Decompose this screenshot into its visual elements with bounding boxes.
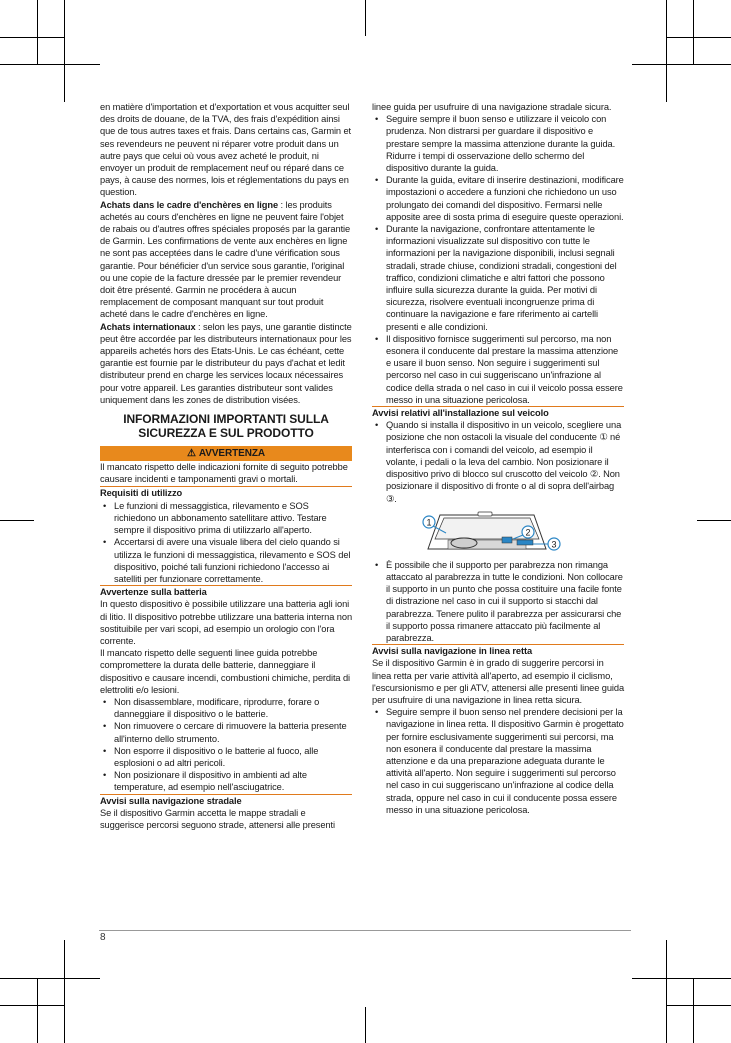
battery-list: [100, 696, 352, 795]
crop-mark: [64, 0, 65, 102]
list-item: • Non esporre il dispositivo o le batterie al fuoco, alle esplosioni o ad altri pericoli.: [100, 745, 352, 769]
list-item: • Il dispositivo fornisce suggerimenti sul percorso, ma non esonera il conducente dal prestare la massima attenzione e usare il buon senso. Non seguire i suggerimenti sul percorso nel caso in cui suggeriscano un'infrazione al codice della strada o nel caso in cui il veicolo possa essere messo in una situazione pericolosa.: [372, 333, 624, 406]
paragraph-text: : les produits achetés au cours d'enchères en ligne ne peuvent faire l'objet de rabais ou d'autres offres spéciales proposés par la garantie de Garmin. Les confirmations de vente aux enchères en ligne ne sont pas acceptées dans le cadre d'une vérification sous garantie. Pour bénéficier d'un service sous garantie, l'original ou une copie de la facture dressée par le premier revendeur doit être présenté. Garmin ne procédera à aucun remplacement de composant manquant sur tout produit acheté dans le cadre d'enchères en ligne.: [100, 199, 351, 320]
paragraph: Se il dispositivo Garmin è in grado di suggerire percorsi in linea retta per varie attività all'aperto, ad esempio il ciclismo, l'escursionismo e per gli ATV, attenersi alle presenti linee guida per usufruire di una navigazione in linea retta sicura.: [372, 658, 625, 705]
crop-mark: [0, 64, 100, 65]
crop-mark: [0, 520, 34, 521]
subsection-title: Avvisi relativi all'installazione sul veicolo: [372, 408, 549, 419]
paragraph: [100, 199, 352, 321]
page-number: 8: [100, 932, 106, 943]
warning-triangle-icon: ⚠: [187, 448, 196, 460]
crop-mark: [0, 37, 64, 38]
callout-3: 3: [551, 539, 557, 550]
offroad-list: [372, 706, 624, 816]
list-item: • Seguire sempre il buon senso nel prendere decisioni per la navigazione in linea retta. Il dispositivo Garmin è progettato per fornire esclusivamente suggerimenti sui percorsi, ma non esonera il conducente dal prestare la massima attenzione e da una preparazione adeguata durante le attività all'aperto. Non seguire i suggerimenti sul percorso nel caso in cui suggeriscano un'infrazione al codice della strada, oppure nel caso in cui il conducente possa essere messo in una situazione pericolosa.: [372, 706, 624, 816]
paragraph: Se il dispositivo Garmin accetta le mappe stradali e suggerisce percorsi seguono strade, attenersi alle presenti: [100, 807, 335, 830]
right-column: [372, 101, 624, 816]
paragraph: Il mancato rispetto delle seguenti linee guida potrebbe compromettere la durata delle batterie, danneggiare il dispositivo e causare incendi, combustioni chimiche, perdita di elettroliti e/o lesioni.: [100, 648, 351, 695]
list-item: • Non rimuovere o cercare di rimuovere la batteria presente all'interno dello strumento.: [100, 720, 352, 744]
footer-rule: [99, 930, 631, 931]
section-title: INFORMAZIONI IMPORTANTI SULLA SICUREZZA E SUL PRODOTTO: [123, 412, 329, 441]
list-item: • Quando si installa il dispositivo in un veicolo, scegliere una posizione che non ostacoli la visuale del conducente ① né interferisca con i comandi del veicolo, ad esempio il volante, i pedali o la leva del cambio. Non posizionare il dispositivo privo di blocco sul cruscotto del veicolo ②. Non posizionare il dispositivo di fronte o al di sopra dell'airbag ③.: [372, 419, 624, 504]
warning-label: AVVERTENZA: [198, 448, 265, 460]
callout-1: 1: [426, 517, 432, 528]
warning-text: Il mancato rispetto delle indicazioni fornite di seguito potrebbe causare incidenti e tamponamenti gravi o mortali.: [100, 461, 352, 487]
crop-mark: [693, 979, 694, 1043]
subsection-title: Requisiti di utilizzo: [100, 488, 183, 499]
installation-list-2: [372, 559, 624, 645]
windshield-diagram: [422, 509, 572, 553]
paragraph: linee guida per usufruire di una navigazione stradale sicura.: [372, 102, 612, 112]
list-item: • Accertarsi di avere una visuale libera del cielo quando si utilizza le funzioni di messaggistica, rilevamento e SOS del dispositivo, poiché tali funzioni richiedono l'accesso ai satelliti per funzionare correttamente.: [100, 536, 352, 585]
requirements-list: [100, 500, 352, 586]
list-item: • Non posizionare il dispositivo in ambienti ad alte temperature, ad esempio nell'asciugatrice.: [100, 769, 352, 793]
crop-mark: [37, 0, 38, 64]
list-item: • Durante la navigazione, confrontare attentamente le informazioni visualizzate sul dispositivo con tutte le informazioni per la navigazione disponibili, inclusi segnali stradali, strade chiuse, condizioni stradali, congestioni del traffico, condizioni climatiche e altri fattori che possono influire sulla sicurezza durante la guida. Per motivi di sicurezza, risolvere eventuali incongruenze prima di continuare la navigazione e fare riferimento ai cartelli presenti e alle condizioni.: [372, 223, 624, 333]
warning-banner: [100, 446, 352, 461]
crop-mark: [666, 940, 667, 1043]
paragraph: en matière d'importation et d'exportation et vous acquitter seul des droits de douane, de la TVA, des frais d'expédition ainsi que de tous autres taxes et frais. Dans certains cas, Garmin et ses revendeurs ne peuvent ni réparer votre produit dans un autre pays que celui où vous avez acheté le produit, ni envoyer un produit de remplacement neuf ou réparé dans ce pays, à cause des normes, lois et réglementations du pays en question.: [100, 102, 352, 198]
lead-in: Achats dans le cadre d'enchères en ligne: [100, 199, 279, 210]
lead-in: Achats internationaux: [100, 321, 196, 332]
installation-list: [372, 419, 624, 504]
crop-mark: [667, 37, 731, 38]
subsection-title: Avvertenze sulla batteria: [100, 587, 207, 598]
road-list: [372, 113, 624, 407]
crop-mark: [365, 0, 366, 36]
crop-mark: [0, 1005, 64, 1006]
left-column: [100, 101, 352, 831]
crop-mark: [632, 978, 731, 979]
crop-mark: [666, 0, 667, 102]
list-item: • Seguire sempre il buon senso e utilizzare il veicolo con prudenza. Non distrarsi per guardare il dispositivo e prestare sempre la massima attenzione durante la guida. Ridurre i tempi di osservazione dello schermo del dispositivo durante la guida.: [372, 113, 624, 174]
crop-mark: [0, 978, 100, 979]
list-item: • Durante la guida, evitare di inserire destinazioni, modificare impostazioni o accedere a funzioni che richiedono un uso prolungato dei comandi del dispositivo. Fermarsi nelle apposite aree di sosta prima di eseguire queste operazioni.: [372, 174, 624, 223]
list-item: • Non disassemblare, modificare, riprodurre, forare o danneggiare il dispositivo o le batterie.: [100, 696, 352, 720]
callout-2: 2: [525, 527, 531, 538]
paragraph: [100, 321, 352, 406]
list-item: • È possibile che il supporto per parabrezza non rimanga attaccato al parabrezza in tutte le condizioni. Non collocare il supporto in un punto che possa costituire una facile fonte di distrazione nel caso in cui il supporto si stacchi dal parabrezza. Tenere pulito il parabrezza per assicurarsi che il supporto possa rimanere attaccato più facilmente al parabrezza.: [372, 559, 624, 644]
list-item: • Le funzioni di messaggistica, rilevamento e SOS richiedono un abbonamento satellitare attivo. Testare sempre il dispositivo prima di utilizzarlo all'aperto.: [100, 500, 352, 537]
subsection-title: Avvisi sulla navigazione in linea retta: [372, 646, 533, 657]
paragraph: In questo dispositivo è possibile utilizzare una batteria agli ioni di litio. Il dispositivo potrebbe utilizzare una batteria interna non sostituibile per vari scopi, ad esempio un orologio con l'ora corrente.: [100, 599, 353, 646]
crop-mark: [693, 0, 694, 64]
crop-mark: [632, 64, 731, 65]
crop-mark: [697, 520, 731, 521]
crop-mark: [365, 1007, 366, 1043]
crop-mark: [37, 979, 38, 1043]
crop-mark: [64, 940, 65, 1043]
paragraph-text: : selon les pays, une garantie distincte peut être accordée par les distributeurs internationaux pour les appareils achetés hors des Etats-Unis. Le cas échéant, cette garantie est fournie par le distributeur du pays d'achat et ledit distributeur prend en charge les services locaux nécessaires pour votre appareil. Les garanties distributeur sont valides uniquement dans les zones de distribution visées.: [100, 321, 352, 405]
crop-mark: [667, 1005, 731, 1006]
subsection-title: Avvisi sulla navigazione stradale: [100, 795, 242, 806]
